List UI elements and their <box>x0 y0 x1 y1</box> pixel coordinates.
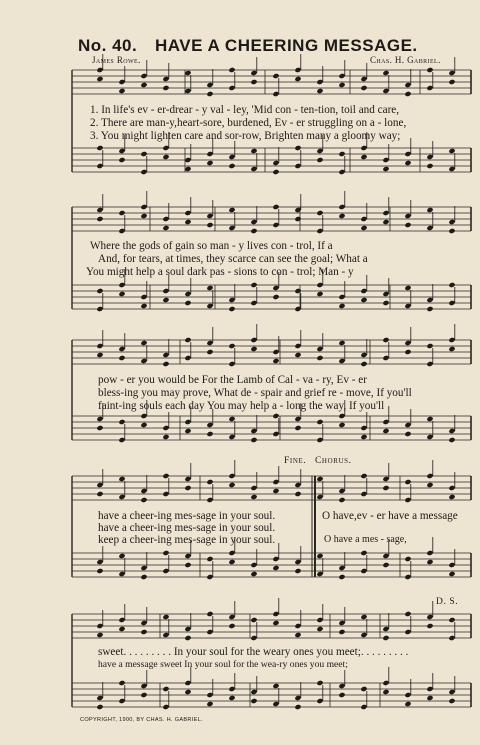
chorus-lyric-line: O have a mes - sage, <box>324 534 407 545</box>
lyric-line: 1. In life's ev - er-drear - y val - ley, 'Mid con - ten-tion, toil and care, <box>90 104 400 116</box>
composer-credit: Chas. H. Gabriel. <box>370 55 441 65</box>
lyric-line: have a cheer-ing mes-sage in your soul. <box>98 510 276 522</box>
lyric-line: You might help a soul dark pas - sions to con - trol; Man - y <box>86 266 354 278</box>
lyric-line: 3. You might lighten care and sor-row, Brighten many a gloomy way; <box>90 130 401 142</box>
lyric-line: have a cheer-ing mes-sage in your soul. <box>98 522 276 534</box>
lyric-line: sweet. . . . . . . . . In your soul for the weary ones you meet;. . . . . . . . . <box>98 646 409 658</box>
lyricist-credit: James Rowe. <box>92 55 141 65</box>
lyric-line: bless-ing you may prove, What de - spair and grief re - move, If you'll <box>98 387 412 399</box>
hymn-number: No. 40. <box>78 36 138 55</box>
lyric-line: pow - er you would be For the Lamb of Cal - va - ry, Ev - er <box>98 374 367 386</box>
lyric-line: faint-ing souls each day You may help a - long the way, If you'll <box>98 400 385 412</box>
lyric-line: 2. There are man-y,heart-sore, burdened, Ev - er struggling on a - lone, <box>90 117 407 129</box>
copyright-notice: COPYRIGHT, 1900, BY CHAS. H. GABRIEL. <box>80 717 203 723</box>
chorus-lyric-line: O have,ev - er have a message <box>322 510 458 522</box>
lyric-line: And, for tears, at times, they scarce can see the goal; What a <box>98 253 368 265</box>
ds-mark: D. S. <box>436 597 459 607</box>
hymn-title: HAVE A CHEERING MESSAGE. <box>155 36 418 55</box>
lyric-line: have a message sweet In your soul for the wea-ry ones you meet; <box>98 659 348 670</box>
fine-mark: Fine. <box>284 456 307 466</box>
lyric-line: keep a cheer-ing mes-sage in your soul. <box>98 534 276 546</box>
lyric-line: Where the gods of gain so man - y lives con - trol, If a <box>90 240 333 252</box>
chorus-mark: Chorus. <box>315 456 352 466</box>
